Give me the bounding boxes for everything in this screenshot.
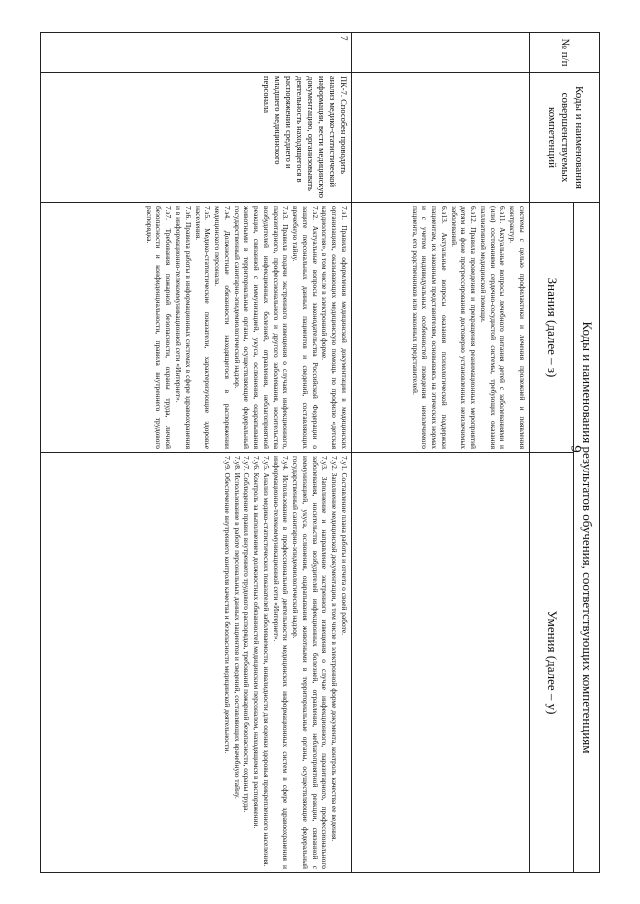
row2-competence: ПК-7. Способен проводить анализ медико-статистической информации, вести медицинскую документацию, организовывать деятельность находящегося в распоряжении среднего и младшего медицинского персонала [41,73,352,203]
page-number: 9 [567,445,584,453]
skill-item: 7.у7. Соблюдение правил внутреннего трудового распорядка, требований пожарной безопасности, охраны труда. [242,456,252,813]
knowledge-item: 7.з2. Актуальные вопросы законодательства Российской Федерации о защите персональных данных пациентов и сведений, составляющих врачебную тайну. [291,206,320,449]
skill-item: 7.у2. Заполнение медицинской документации, в том числе в электронной форме документа, контроль качества ее ведения. [330,456,340,842]
knowledge-item: 7.з4. Должностные обязанности находящегося в распоряжении медицинского персонала. [213,206,232,449]
rotated-table-wrapper [40,32,600,872]
skill-item: 7.у8. Использование в работе персональных данных пациентов и сведений, составляющих врачебную тайну. [232,456,242,799]
header-number: № п/п [530,33,600,73]
knowledge-item: системы с целью профилактики и лечения пролежней и появления контрактур. [508,206,527,449]
skill-item: 7.у4. Использование в профессиональной деятельности медицинских информационных систем в сфере здравоохранения и информационно-телекоммуникационной сети «Интернет». [271,456,291,869]
knowledge-item: 7.з3. Правила подачи экстренного извещения о случаях инфекционного, паразитарного, профессионального и другого заболевания, носительства возбудителей инфекционных болезней, отравления, неблагоприятной реакции, связанной с иммунизацией, укуса, ослюнения, оцарапывания животными в территориальные органы, осуществляющие федеральный государственный санитарно-эпидемиологический надзор. [232,206,291,449]
skill-item: 7.у1. Составление плана работы и отчета о своей работе. [340,456,349,635]
row1-competence [352,73,530,203]
knowledge-item: 7.з1. Правила оформления медицинской документации в медицинских организациях, оказывающих медицинскую помощь по профилю «детская кардиология», в том числе в электронной форме. [320,206,349,449]
knowledge-item: 7.з7. Требования пожарной безопасности, охраны труда, личной безопасности и конфиденциальности, правила внутреннего трудового распорядка. [144,206,174,449]
header-skills: Умения (далее – у) [530,453,574,873]
row2-knowledge [41,203,352,453]
knowledge-item: 6.з12. Правила проведения и прекращения реанимационных мероприятий детям на фоне прогрессирования достоверно установленных неизлечимых заболеваний. [449,206,479,449]
header-results: Коды и наименования результатов обучения, соответствующих компетенциям [574,203,600,873]
row1-number [352,33,530,73]
knowledge-item: 6.з13. Актуальные вопросы оказания психологической поддержки пациентам, их законным представителям, основываясь на этических нормах и с учетом индивидуальных особенностей поведения неизлечимого пациента, его родственников или законных представителей. [410,206,449,449]
row2-skills [41,453,352,873]
skill-item: 7.у6. Контроль за выполнением должностных обязанностей медицинским персоналом, находящимся в распоряжении. [252,456,262,829]
competence-table [40,32,600,873]
header-competence-codes: Коды и наименования совершенствуемых компетенций [530,73,600,203]
knowledge-item: 7.з6. Правила работы в информационных системах в сфере здравоохранения и в информационно-телекоммуникационной сети «Интернет». [173,206,193,449]
skill-item: 7.у3. Заполнение и направление экстренного извещения о случае инфекционного, паразитарного, профессионального заболевания, носительства возбудителей инфекционных болезней, отравления, неблагоприятной реакции, связанной с иммунизацией, укуса, ослюнения, оцарапывания животными в территориальные органы, осуществляющие федеральный государственный санитарно-эпидемиологический надзор. [291,456,330,869]
row1-skills [352,453,530,873]
knowledge-item: 6.з11. Актуальные вопросы лечебного питания детей с заболеваниями и (или) состояниями сердечно-сосудистой системы, требующих оказания паллиативной медицинской помощи. [478,206,508,449]
row2-number: 7 [41,33,352,73]
knowledge-item: 7.з5. Медико-статистические показатели, характеризующие здоровье населения. [193,206,213,449]
header-knowledge: Знания (далее – з) [530,203,574,453]
skill-item: 7.у9. Обеспечение внутреннего контроля качества и безопасности медицинской деятельности. [222,456,232,754]
row1-knowledge [352,203,530,453]
skill-item: 7.у5. Анализ медико-статистических показателей заболеваемости, инвалидности для оценки здоровья прикрепленного населения. [261,456,271,867]
